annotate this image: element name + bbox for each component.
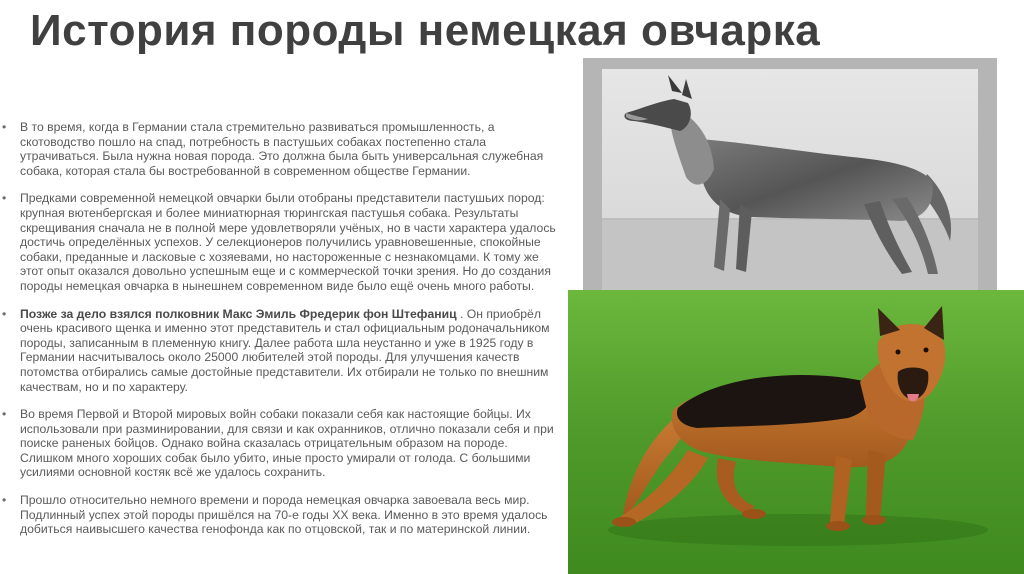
bullet-item-1	[2, 120, 562, 178]
bullet-text: В то время, когда в Германии стала стремительно развиваться промышленность, а скотоводство пошло на спад, потребность в пастушьих собаках постепенно стала утрачиваться. Была нужна новая порода. Это должна была быть универсальная служебная собака, которая стала бы востребованной в современном обществе Германии.	[20, 120, 544, 178]
slide-title: История породы немецкая овчарка	[30, 6, 821, 55]
bullet-item-4	[2, 407, 562, 480]
bullet-list	[2, 120, 562, 550]
modern-dog-photo	[568, 290, 1024, 574]
bullet-item-2	[2, 191, 562, 293]
bullet-item-5	[2, 493, 562, 537]
modern-dog-image	[568, 290, 1024, 574]
bullet-text: . Он приобрёл очень красивого щенка и именно этот представитель и стал официальным родоначальником породы, записанным в племенную книгу. Далее работа шла неустанно и уже в 1925 году в Германии насчитывалось около 25000 любителей этой породы. Для улучшения качеств потомства отбирались самые достойные представители. Их отбирали не только по внешним качествам, но и по характеру.	[20, 306, 550, 394]
bullet-text: Предками современной немецкой овчарки были отобраны представители пастушьих пород: крупная вютенбергская и более миниатюрная тюрингская пастушья собака. Результаты скрещивания сначала не в полной мере удовлетворяли учёных, но в части характера удалось достичь определённых успехов. У селекционеров получились уравновешенные, спокойные собаки, преданные и ласковые с хозяевами, но настороженные с незнакомцами. К тому же этот опыт оказался довольно успешным еще и с коммерческой точки зрения. Но до создания породы немецкая овчарка в нынешнем современном виде было ещё очень много работы.	[20, 191, 556, 293]
historical-dog-image	[602, 69, 978, 291]
bullet-emphasis: Позже за дело взялся полковник Макс Эмиль Фредерик фон Штефаниц	[20, 306, 457, 321]
historical-dog-photo	[583, 58, 997, 300]
bullet-text: Прошло относительно немного времени и порода немецкая овчарка завоевала весь мир. Подлинный успех этой породы пришёлся на 70-е годы XX века. Именно в это время удалось добиться наивысшего качества генофонда как по отцовской, так и по материнской линии.	[20, 493, 548, 537]
bullet-item-3	[2, 307, 562, 395]
bullet-text: Во время Первой и Второй мировых войн собаки показали себя как настоящие бойцы. Их использовали при разминировании, для связи и как охранников, отлично показали себя и при поиске раненых бойцов. Однако война сказалась отрицательным образом на породе. Слишком много хороших собак было убито, иные просто умирали от голода. С большими усилиями основной костяк всё же удалось сохранить.	[20, 407, 554, 480]
